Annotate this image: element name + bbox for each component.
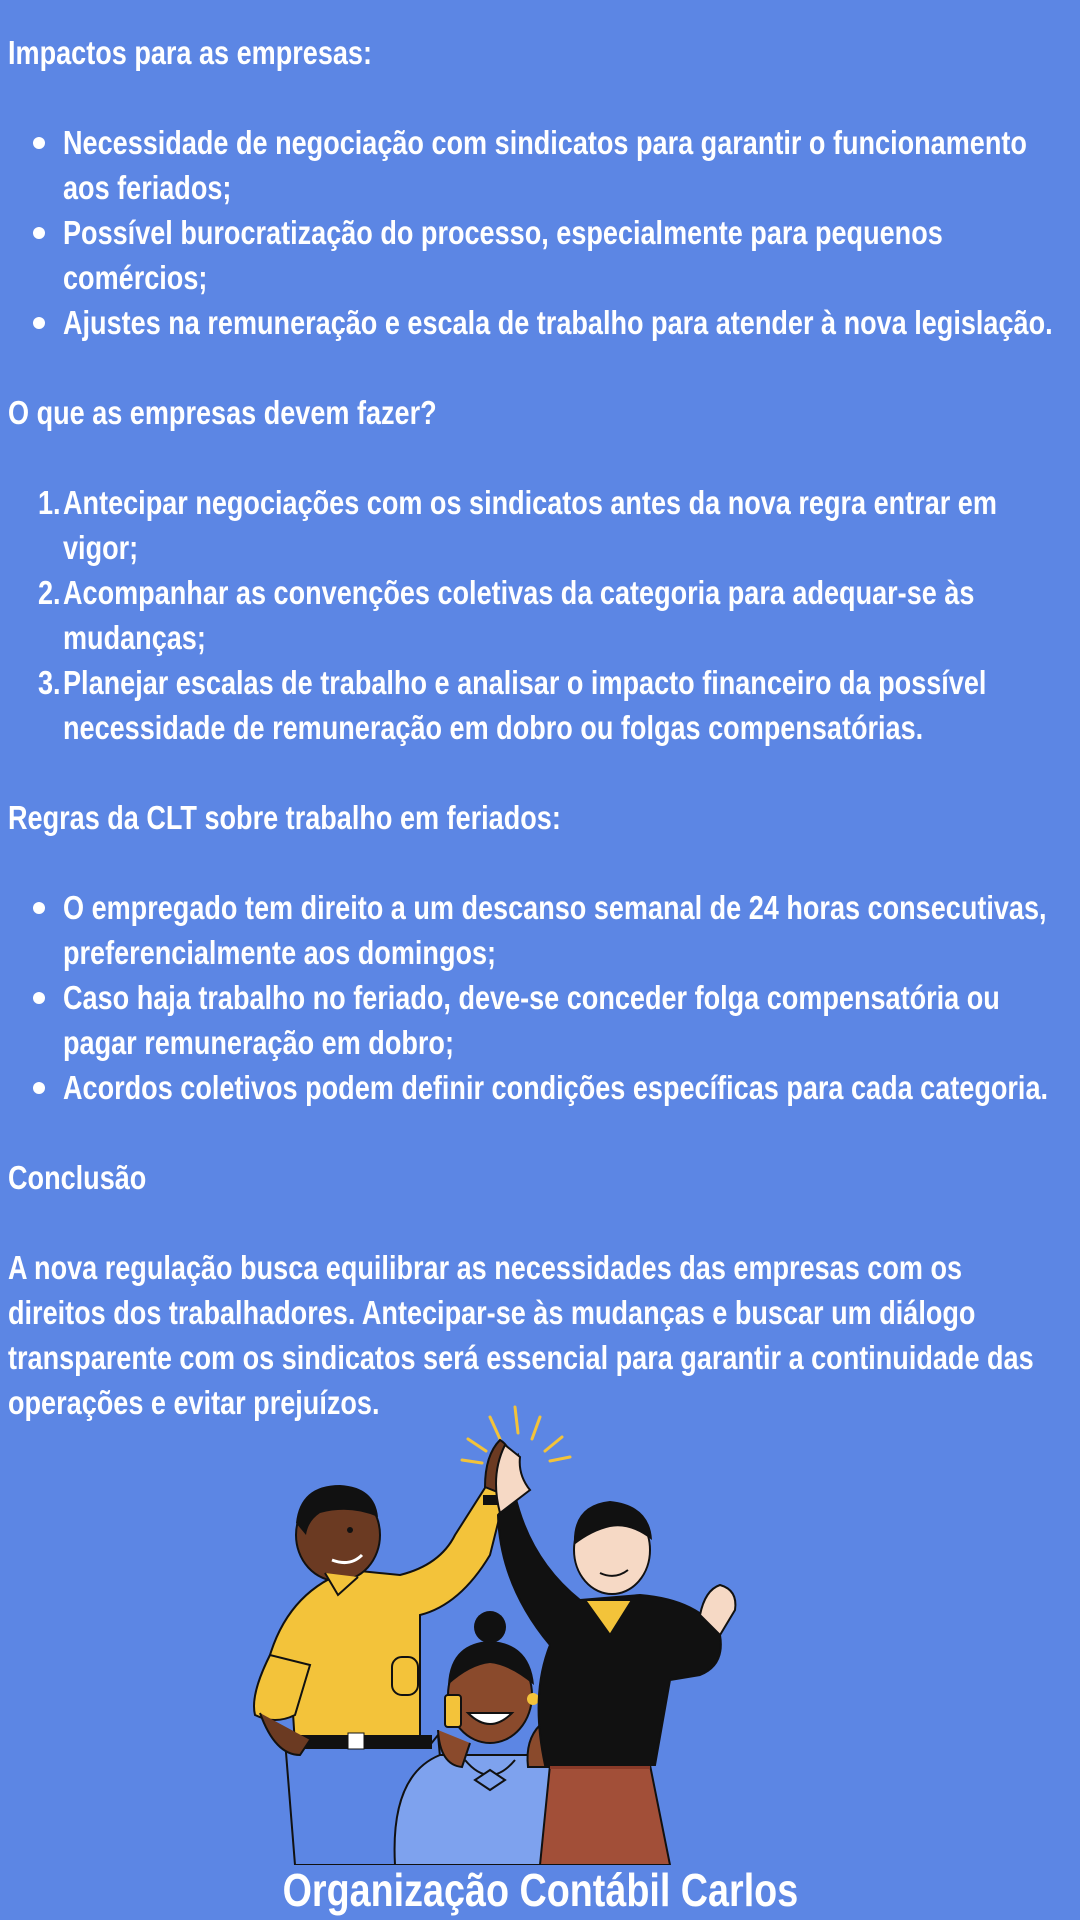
list-item: Acordos coletivos podem definir condições específicas para cada categoria. bbox=[8, 1065, 1072, 1110]
brand-footer bbox=[0, 1862, 1080, 1918]
brand-name: Organização Contábil Carlos bbox=[282, 1864, 798, 1916]
list-item: Possível burocratização do processo, especialmente para pequenos comércios; bbox=[8, 210, 1072, 300]
conclusion-paragraph: A nova regulação busca equilibrar as necessidades das empresas com os direitos dos trabalhadores. Antecipar-se às mudanças e buscar um diálogo transparente com os sindicatos será essencial para garantir a continuidade das operações e evitar prejuízos. bbox=[8, 1249, 1034, 1421]
list-item: 1. Antecipar negociações com os sindicatos antes da nova regra entrar em vigor; bbox=[8, 480, 1072, 570]
bullet-icon bbox=[33, 137, 45, 149]
list-number: 3. bbox=[38, 664, 61, 701]
article-content bbox=[8, 30, 1072, 1425]
rules-heading: Regras da CLT sobre trabalho em feriados: bbox=[8, 799, 561, 836]
actions-list bbox=[8, 480, 1072, 750]
list-item: 3. Planejar escalas de trabalho e analisar o impacto financeiro da possível necessidade de remuneração em dobro ou folgas compensatórias. bbox=[8, 660, 1072, 750]
conclusion-heading: Conclusão bbox=[8, 1159, 147, 1196]
list-item: Ajustes na remuneração e escala de trabalho para atender à nova legislação. bbox=[8, 300, 1072, 345]
actions-heading: O que as empresas devem fazer? bbox=[8, 394, 437, 431]
impacts-list bbox=[8, 120, 1072, 345]
bullet-icon bbox=[33, 902, 45, 914]
list-number: 1. bbox=[38, 484, 61, 521]
impacts-heading: Impactos para as empresas: bbox=[8, 34, 372, 71]
list-number: 2. bbox=[38, 574, 61, 611]
list-item: 2. Acompanhar as convenções coletivas da categoria para adequar-se às mudanças; bbox=[8, 570, 1072, 660]
list-item: Caso haja trabalho no feriado, deve-se conceder folga compensatória ou pagar remuneração em dobro; bbox=[8, 975, 1072, 1065]
phone-icon bbox=[445, 1695, 461, 1727]
list-item: O empregado tem direito a um descanso semanal de 24 horas consecutivas, preferencialmente aos domingos; bbox=[8, 885, 1072, 975]
bullet-icon bbox=[33, 317, 45, 329]
bullet-icon bbox=[33, 1082, 45, 1094]
rules-list bbox=[8, 885, 1072, 1110]
bullet-icon bbox=[33, 992, 45, 1004]
bullet-icon bbox=[33, 227, 45, 239]
celebrating-team-illustration bbox=[200, 1395, 860, 1865]
list-item: Necessidade de negociação com sindicatos para garantir o funcionamento aos feriados; bbox=[8, 120, 1072, 210]
